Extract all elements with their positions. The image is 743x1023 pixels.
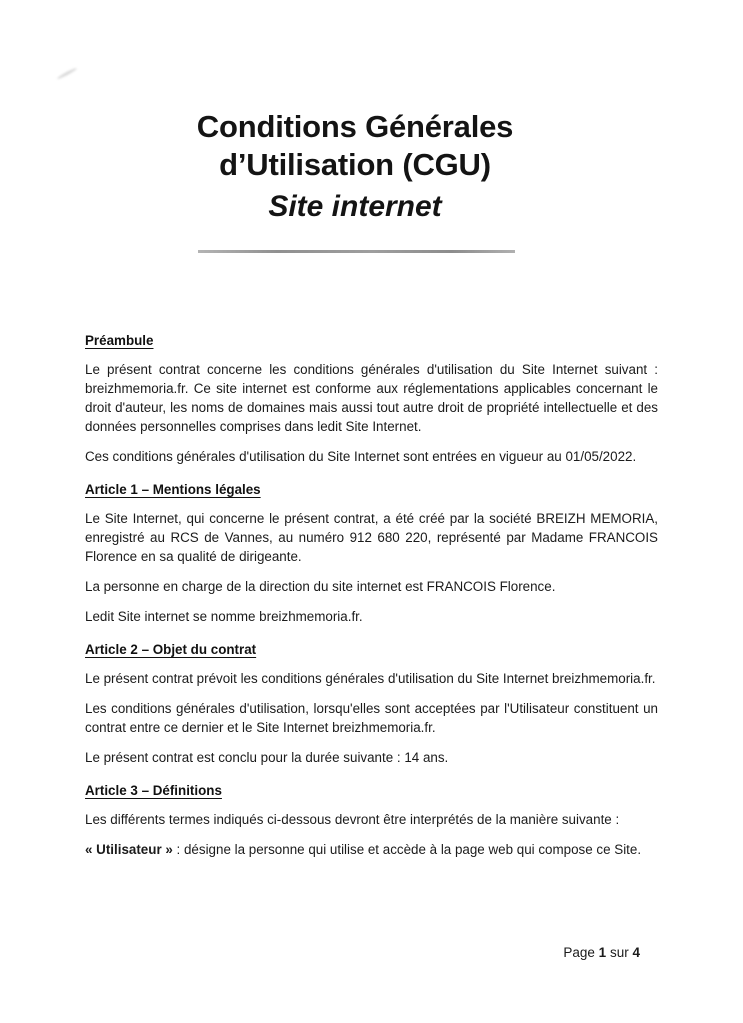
section-heading: Article 3 – Définitions (85, 783, 222, 798)
paragraph: La personne en charge de la direction du site internet est FRANCOIS Florence. (85, 579, 556, 594)
definition-paragraph (85, 840, 658, 859)
paragraph: Les conditions générales d'utilisation, lorsqu'elles sont acceptées par l'Utilisateur constituent un contrat entre ce dernier et le Site Internet breizhmemoria.fr. (85, 701, 658, 735)
paragraph: Ces conditions générales d'utilisation du Site Internet sont entrées en vigueur au 01/05/2022. (85, 449, 637, 464)
scan-smudge-artifact (57, 67, 78, 80)
section-article-3-definitions (85, 781, 658, 859)
paragraph: Le Site Internet, qui concerne le présent contrat, a été créé par la société BREIZH MEMORIA, enregistré au RCS de Vannes, au numéro 912 680 220, représenté par Madame FRANCOIS Florence en sa qualité de dirigeante. (85, 511, 658, 564)
section-heading: Préambule (85, 333, 154, 348)
title-divider-rule (198, 250, 515, 253)
footer-total-pages: 4 (632, 945, 640, 960)
document-title-line-1: Conditions Générales (196, 109, 514, 144)
document-title-line-2: d’Utilisation (CGU) (219, 147, 491, 182)
document-title-block (85, 108, 625, 225)
footer-page-number: 1 (598, 945, 607, 960)
paragraph: Le présent contrat concerne les conditions générales d'utilisation du Site Internet suivant : breizhmemoria.fr. Ce site internet est conforme aux réglementations applicables concernant le droit d'auteur, les noms de domaines mais aussi tout autre droit de propriété intellectuelle et des données personnelles comprises dans ledit Site Internet. (85, 362, 658, 434)
page-footer (85, 944, 640, 961)
footer-separator: sur (609, 945, 629, 960)
paragraph: Les différents termes indiqués ci-dessous devront être interprétés de la manière suivante : (85, 812, 620, 827)
section-preambule (85, 331, 658, 466)
document-subtitle: Site internet (268, 190, 442, 223)
section-article-1-mentions-legales (85, 480, 658, 626)
section-heading: Article 1 – Mentions légales (85, 482, 261, 497)
document-body (85, 331, 658, 873)
section-article-2-objet-du-contrat (85, 640, 658, 767)
definition-text: : désigne la personne qui utilise et accède à la page web qui compose ce Site. (172, 842, 642, 857)
paragraph: Ledit Site internet se nomme breizhmemoria.fr. (85, 609, 363, 624)
paragraph: Le présent contrat est conclu pour la durée suivante : 14 ans. (85, 750, 449, 765)
section-heading: Article 2 – Objet du contrat (85, 642, 257, 657)
definition-term: « Utilisateur » (85, 842, 173, 857)
paragraph: Le présent contrat prévoit les conditions générales d'utilisation du Site Internet breizhmemoria.fr. (85, 671, 656, 686)
footer-page-label: Page (563, 945, 595, 960)
